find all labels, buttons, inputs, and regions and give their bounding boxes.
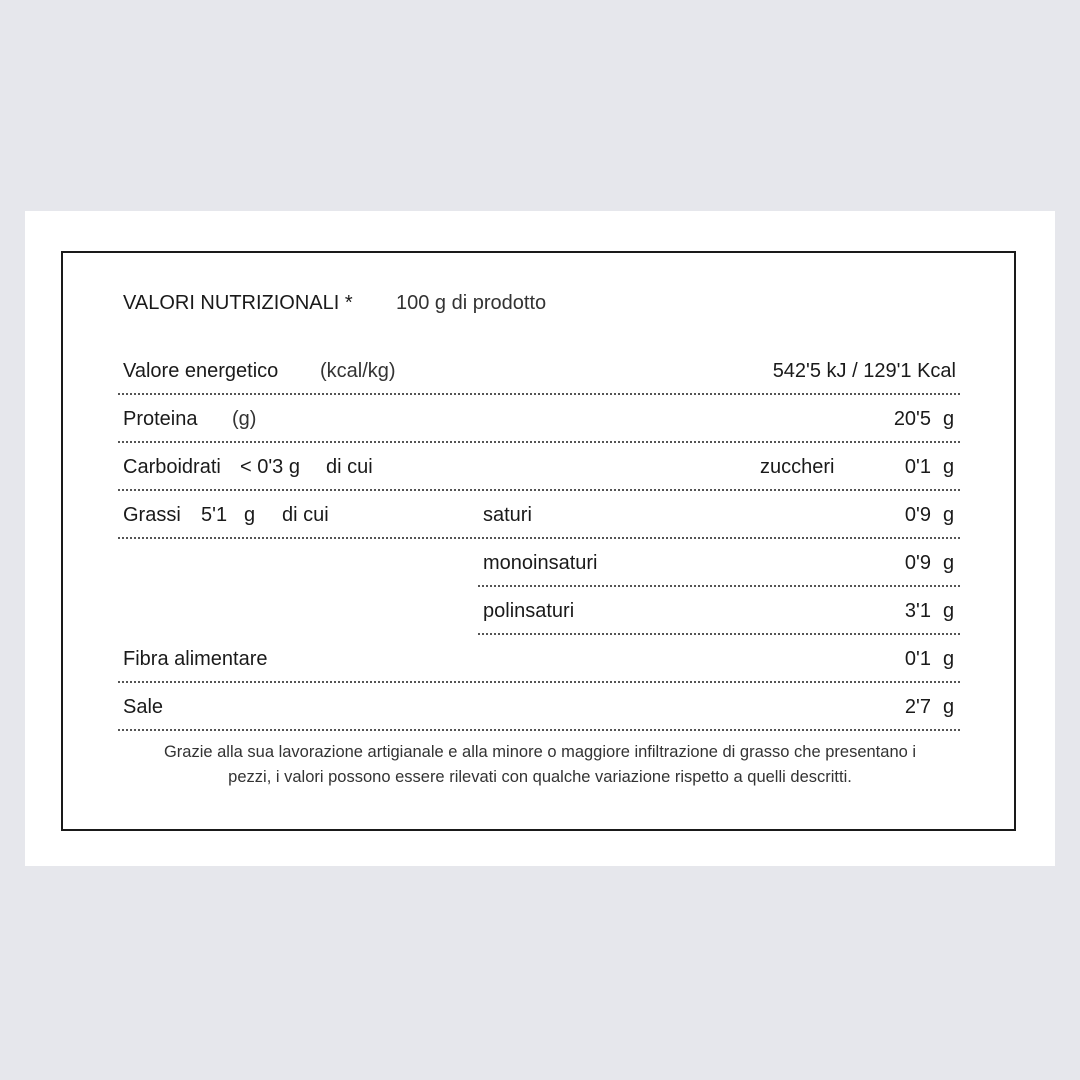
footnote-line-2: pezzi, i valori possono essere rilevati con qualche variazione rispetto a quelli descritti. <box>228 768 852 786</box>
saturated-label: saturi <box>483 504 532 526</box>
sugars-label: zuccheri <box>760 456 835 478</box>
sugars-value: 0'1 <box>904 456 931 478</box>
protein-label: Proteina <box>123 408 198 430</box>
footnote-line-1: Grazie alla sua lavorazione artigianale e alla minore o maggiore infiltrazione di grasso che presentano i <box>163 743 917 761</box>
fiber-unit: g <box>943 648 955 670</box>
fat-amount-unit: g <box>244 504 256 526</box>
sugars-unit: g <box>943 456 955 478</box>
saturated-value: 0'9 <box>904 504 931 526</box>
fat-amount: 5'1 <box>201 504 228 526</box>
energy-unit: (kcal/kg) <box>320 360 396 382</box>
carbs-of-which: di cui <box>326 456 373 478</box>
row-separator <box>118 729 960 731</box>
row-separator <box>478 585 960 587</box>
fiber-value: 0'1 <box>904 648 931 670</box>
protein-unit-right: g <box>943 408 955 430</box>
protein-value: 20'5 <box>893 408 931 430</box>
fat-of-which: di cui <box>282 504 329 526</box>
energy-value: 542'5 kJ / 129'1 Kcal <box>772 360 956 382</box>
polyunsaturated-value: 3'1 <box>904 600 931 622</box>
salt-label: Sale <box>123 696 164 718</box>
row-separator <box>118 681 960 683</box>
protein-unit: (g) <box>232 408 257 430</box>
label-title: VALORI NUTRIZIONALI * <box>123 292 353 314</box>
carbs-amount: < 0'3 g <box>240 456 300 478</box>
fat-label: Grassi <box>123 504 181 526</box>
footnote <box>120 740 960 790</box>
salt-unit: g <box>943 696 955 718</box>
row-separator <box>118 489 960 491</box>
polyunsaturated-unit: g <box>943 600 955 622</box>
row-separator <box>118 393 960 395</box>
row-separator <box>118 537 960 539</box>
energy-label: Valore energetico <box>123 360 279 382</box>
polyunsaturated-label: polinsaturi <box>483 600 575 622</box>
row-separator <box>118 441 960 443</box>
carbs-label: Carboidrati <box>123 456 221 478</box>
fiber-label: Fibra alimentare <box>123 648 268 670</box>
row-separator <box>478 633 960 635</box>
saturated-unit: g <box>943 504 955 526</box>
monounsaturated-unit: g <box>943 552 955 574</box>
salt-value: 2'7 <box>904 696 931 718</box>
label-subtitle: 100 g di prodotto <box>396 292 547 314</box>
monounsaturated-value: 0'9 <box>904 552 931 574</box>
monounsaturated-label: monoinsaturi <box>483 552 598 574</box>
